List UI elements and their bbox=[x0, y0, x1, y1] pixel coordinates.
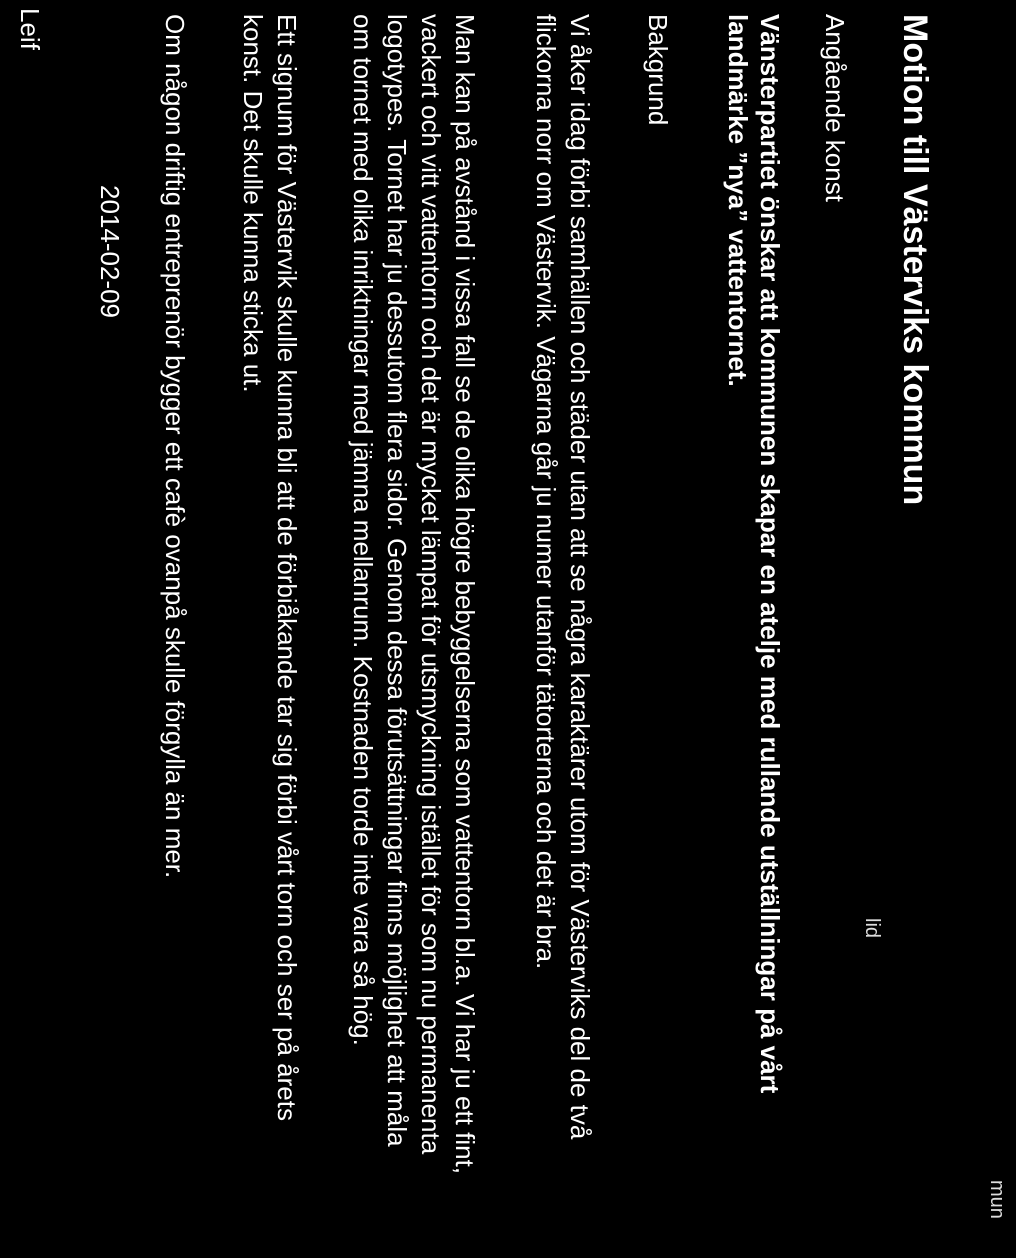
stamp-text: mun bbox=[986, 1180, 1008, 1219]
background-heading: Bakgrund bbox=[643, 14, 673, 126]
paragraph-3-line-1: Ett signum för Västervik skulle kunna bli att de förbiåkande tar sig förbi vårt torn och ser på årets bbox=[272, 14, 302, 1121]
paragraph-3-line-2: konst. Det skulle kunna sticka ut. bbox=[238, 14, 268, 393]
paragraph-2-line-3: logotypes. Tornet har ju dessutom flera sidor. Genom dessa förutsättningar finns möjlighet att måla bbox=[382, 14, 412, 1147]
paragraph-2-line-2: vackert och vitt vattentorn och det är mycket lämpat för utsmyckning istället för som nu permanenta bbox=[416, 14, 446, 1155]
margin-mark: lid bbox=[861, 918, 883, 939]
document-title: Motion till Västerviks kommun bbox=[896, 14, 934, 506]
subject-line: Angående konst bbox=[820, 14, 850, 202]
document-date: 2014-02-09 bbox=[95, 185, 125, 318]
paragraph-1-line-1: Vi åker idag förbi samhällen och städer utan att se några karaktärer utom för Västerviks del de två bbox=[565, 14, 595, 1140]
paragraph-2-line-1: Man kan på avstånd i vissa fall se de olika högre bebyggelserna som vattentorn bl.a. Vi har ju ett fint, bbox=[450, 14, 480, 1175]
paragraph-2-line-4: om tornet med olika inriktningar med jämna mellanrum. Kostnaden torde inte vara så hög. bbox=[348, 14, 378, 1046]
proposal-line-2: landmärke ”nya” vattentornet. bbox=[723, 14, 753, 387]
paragraph-4-line-1: Om någon driftig entreprenör bygger ett cafè ovanpå skulle förgylla än mer. bbox=[160, 14, 190, 879]
paragraph-1-line-2: flickorna norr om Västervik. Vägarna går ju numer utanför tätorterna och det är bra. bbox=[531, 14, 561, 970]
signature: Leif bbox=[15, 8, 45, 50]
proposal-line-1: Vänsterpartiet önskar att kommunen skapar en atelje med rullande utställningar på vårt bbox=[755, 14, 785, 1094]
